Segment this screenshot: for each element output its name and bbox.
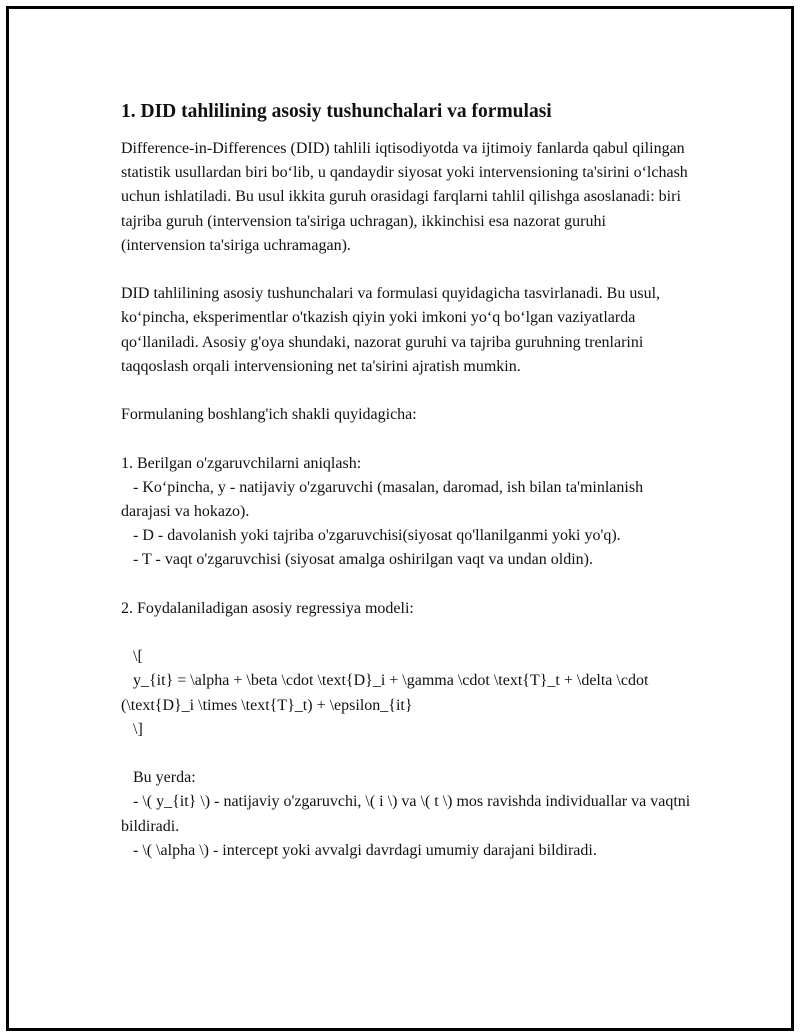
section-heading: 1. DID tahlilining asosiy tushunchalari va formulasi [121, 101, 552, 122]
paragraph-gap [121, 621, 691, 645]
formula-intro-paragraph: Formulaning boshlang'ich shakli quyidagicha: [121, 406, 417, 424]
concept-paragraph: DID tahlilining asosiy tushunchalari va formulasi quyidagicha tasvirlanadi. Bu usul, koʻpincha, eksperimentlar o'tkazish qiyin yoki imkoni yoʻq boʻlgan vaziyatlarda qoʻllaniladi. Asosiy g'oya shundaki, nazorat guruhi va tajriba guruhning trenlarini taqqoslash orqali intervensioning net ta'sirini ajratish mumkin. [121, 285, 665, 375]
document-page [6, 6, 794, 1031]
paragraph-gap [121, 742, 691, 766]
paragraph-gap [121, 258, 691, 282]
variables-list: 1. Berilgan o'zgaruvchilarni aniqlash: - Koʻpincha, y - natijaviy o'zgaruvchi (masalan, daromad, ish bilan ta'minlanish darajasi va hokazo). - D - davolanish yoki tajriba o'zgaruvchisi(siyosat qo'llanilganmi yoki yo'q). - T - vaqt o'zgaruvchisi (siyosat amalga oshirilgan vaqt va undan oldin). [121, 454, 644, 569]
intro-paragraph: Difference-in-Differences (DID) tahlili iqtisodiyotda va ijtimoiy fanlarda qabul qilingan statistik usullardan biri boʻlib, u qandaydir siyosat yoki intervensioning ta'sirini oʻlchash uchun ishlatiladi. Bu usul ikkita guruh orasidagi farqlarni tahlil qilishga asoslanadi: biri tajriba guruh (intervension ta'siriga uchragan), ikkinchisi esa nazorat guruhi (intervension ta'siriga uchramagan). [121, 140, 692, 254]
paragraph-gap [121, 573, 691, 597]
document-body [121, 99, 691, 863]
regression-formula: \[ y_{it} = \alpha + \beta \cdot \text{D}_i + \gamma \cdot \text{T}_t + \delta \cdot (\text{D}_i \times \text{T}_t) + \epsilon_{it} \] [121, 648, 649, 738]
regression-model-heading: 2. Foydalaniladigan asosiy regressiya modeli: [121, 599, 414, 617]
paragraph-gap [121, 379, 691, 403]
paragraph-gap [121, 427, 691, 451]
formula-explanation: Bu yerda: - \( y_{it} \) - natijaviy o'zgaruvchi, \( i \) va \( t \) mos ravishda individuallar va vaqtni bildiradi. - \( \alpha \) - intercept yoki avvalgi davrdagi umumiy darajani bildiradi. [121, 769, 691, 859]
